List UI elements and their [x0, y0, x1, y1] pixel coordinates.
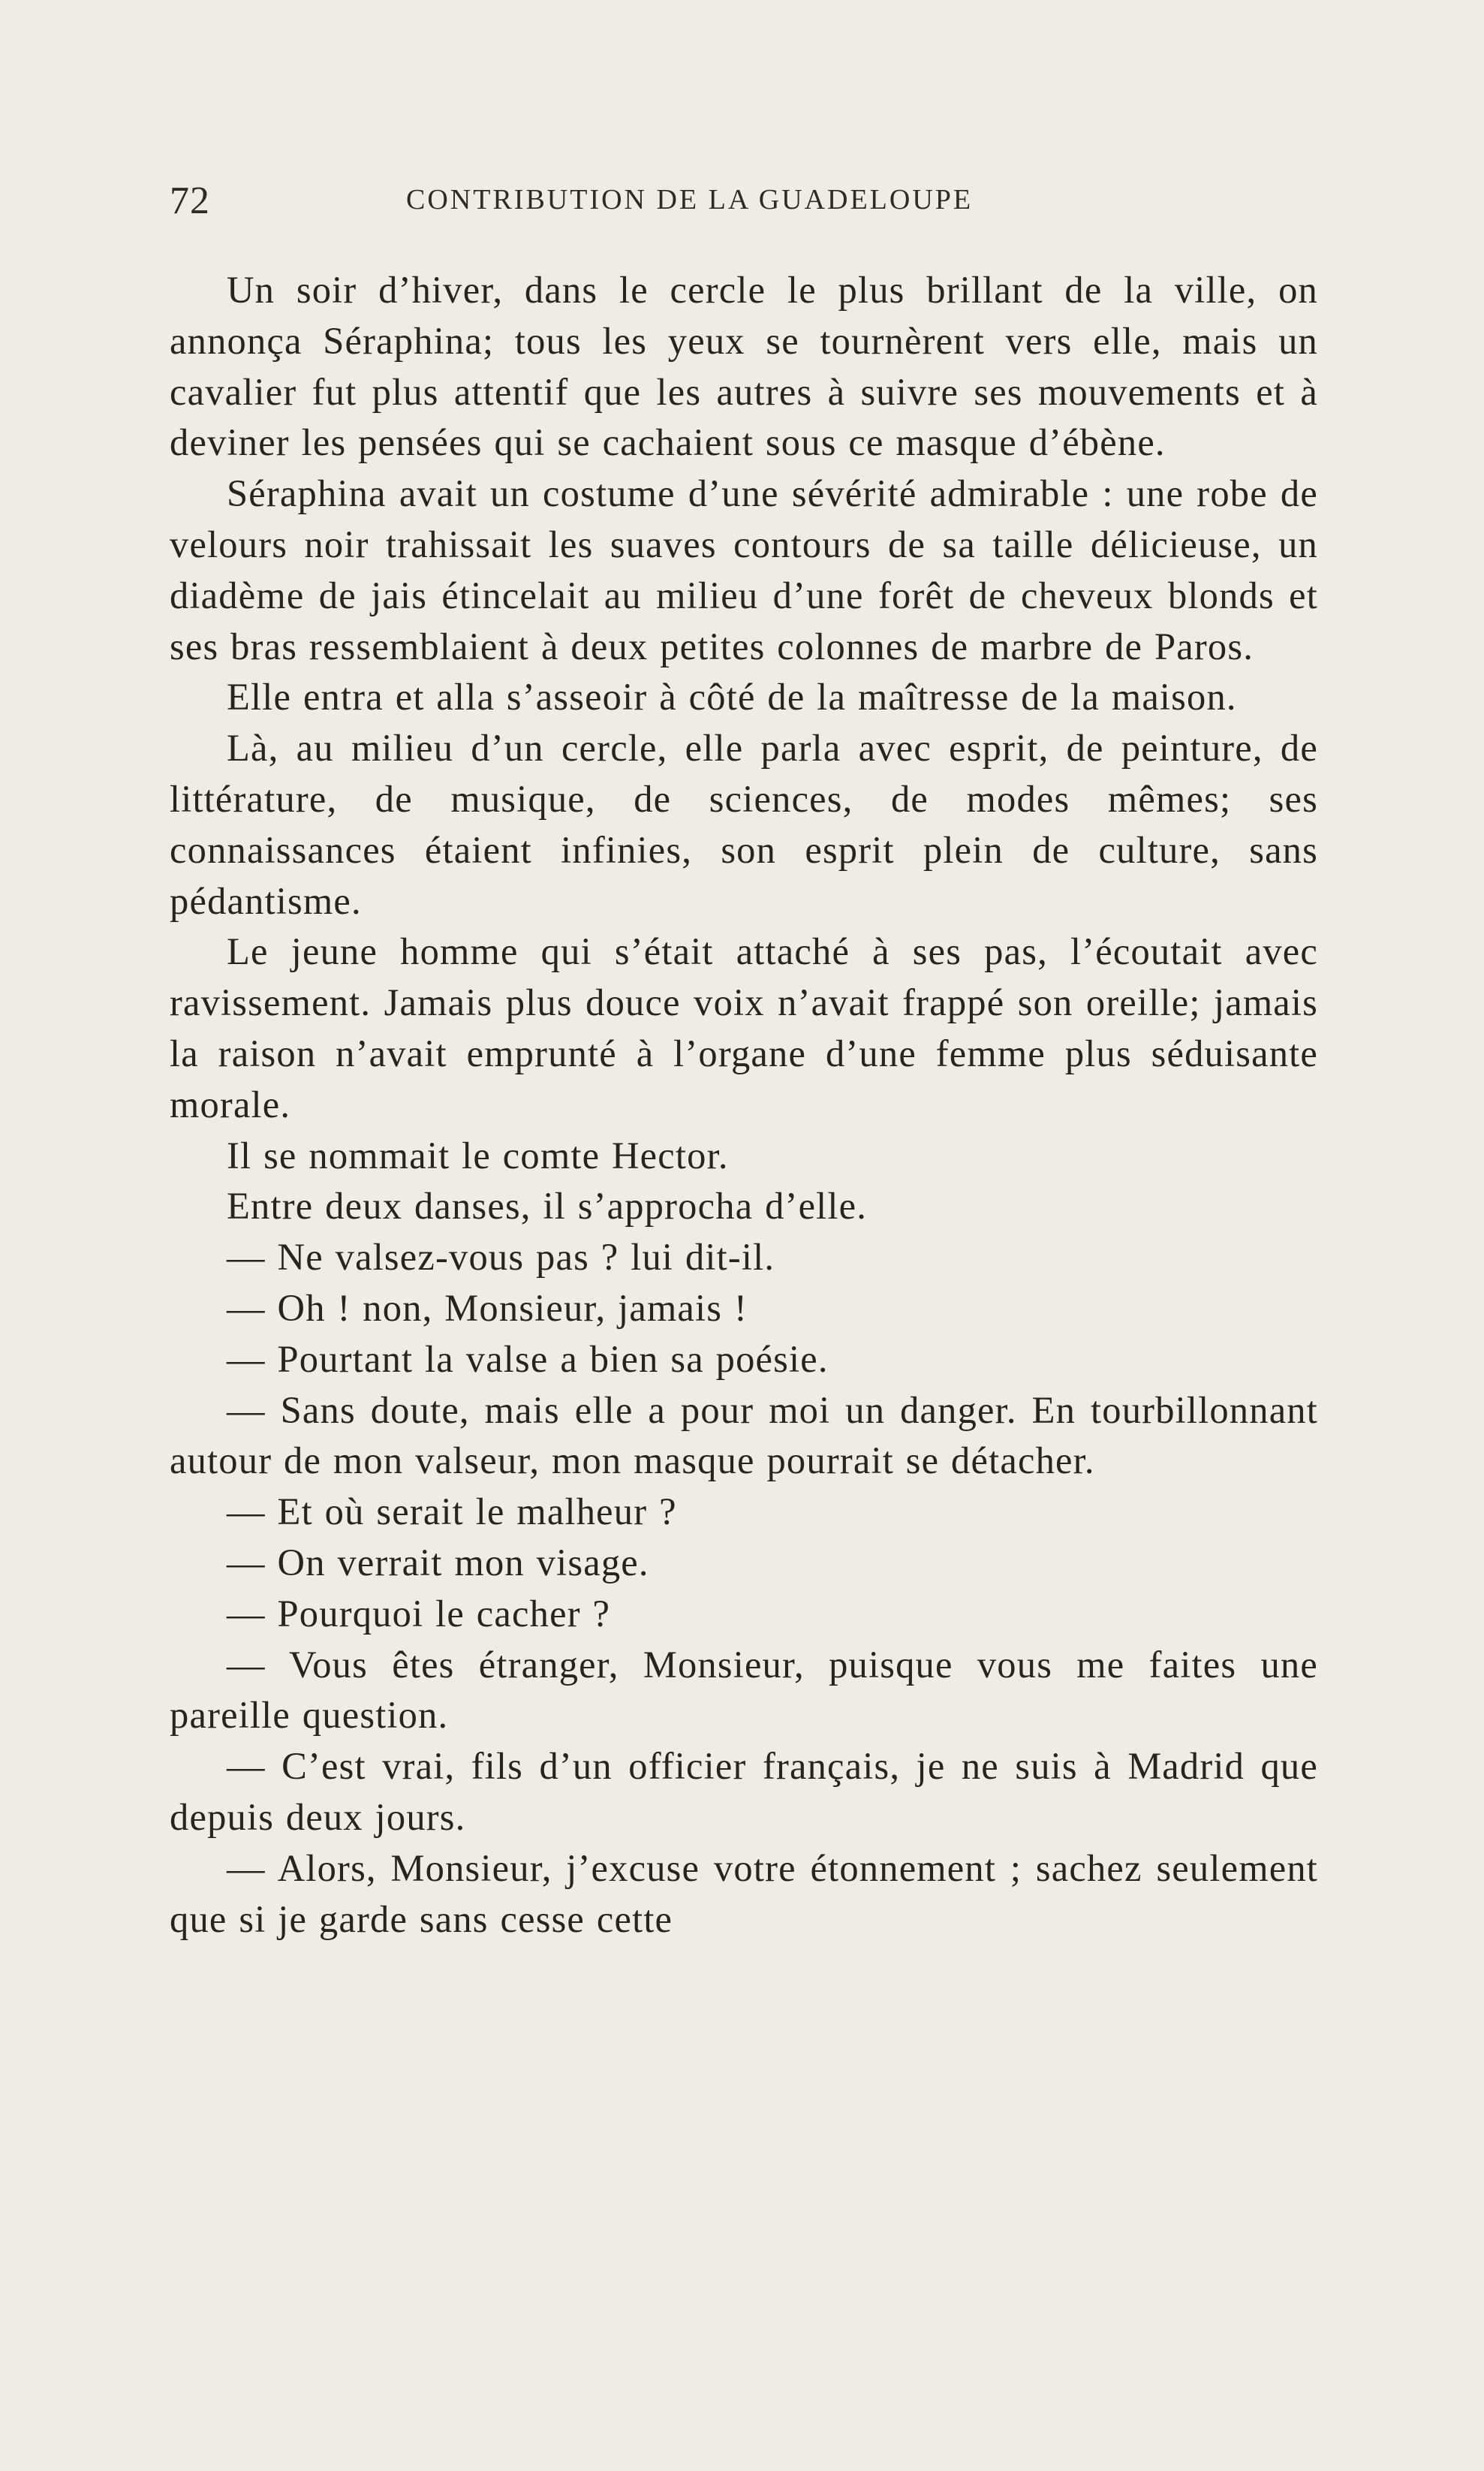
paragraph: Le jeune homme qui s’était attaché à ses pas, l’écoutait avec ravissement. Jamais plus douce voix n’avait frappé son oreille; jamais la raison n’avait emprunté à l’organe d’une femme plus séduisante morale. — [170, 930, 1318, 1126]
paragraph: Entre deux danses, il s’approcha d’elle. — [227, 1185, 868, 1228]
dialogue-line: — Vous êtes étranger, Monsieur, puisque vous me faites une pareille question. — [170, 1643, 1318, 1737]
running-title: CONTRIBUTION DE LA GUADELOUPE — [406, 184, 974, 215]
paragraph: Là, au milieu d’un cercle, elle parla avec esprit, de peinture, de littérature, de musique, de sciences, de modes mêmes; ses connaissances étaient infinies, son esprit plein de culture, sans pédantisme. — [170, 727, 1318, 922]
paragraph: Il se nommait le comte Hector. — [227, 1134, 729, 1177]
page-number: 72 — [170, 179, 210, 222]
dialogue-line: — C’est vrai, fils d’un officier français, je ne suis à Madrid que depuis deux jours. — [170, 1745, 1318, 1838]
dialogue-line: — Et où serait le malheur ? — [227, 1490, 677, 1533]
dialogue-line: — Pourquoi le cacher ? — [227, 1592, 611, 1635]
dialogue-line: — Ne valsez-vous pas ? lui dit-il. — [227, 1236, 775, 1279]
dialogue-line: — On verrait mon visage. — [227, 1541, 649, 1584]
paragraph: Elle entra et alla s’asseoir à côté de la maîtresse de la maison. — [227, 676, 1237, 719]
dialogue-line: — Pourtant la valse a bien sa poésie. — [227, 1337, 829, 1380]
body-text — [170, 265, 1318, 1945]
paragraph: Séraphina avait un costume d’une sévérité admirable : une robe de velours noir trahissait les suaves contours de sa taille délicieuse, un diadème de jais étincelait au milieu d’une forêt de cheveux blonds et ses bras ressemblaient à deux petites colonnes de marbre de Paros. — [170, 472, 1318, 667]
paragraph: Un soir d’hiver, dans le cercle le plus brillant de la ville, on annonça Séraphina; tous les yeux se tournèrent vers elle, mais un cavalier fut plus attentif que les autres à suivre ses mouvements et à deviner les pensées qui se cachaient sous ce masque d’ébène. — [170, 269, 1318, 464]
dialogue-line: — Oh ! non, Monsieur, jamais ! — [227, 1286, 748, 1329]
dialogue-line: — Sans doute, mais elle a pour moi un danger. En tourbillonnant autour de mon valseur, mon masque pourrait se détacher. — [170, 1388, 1318, 1482]
page-header — [170, 171, 1318, 231]
dialogue-line: — Alors, Monsieur, j’excuse votre étonnement ; sachez seulement que si je garde sans cesse cette — [170, 1846, 1318, 1940]
